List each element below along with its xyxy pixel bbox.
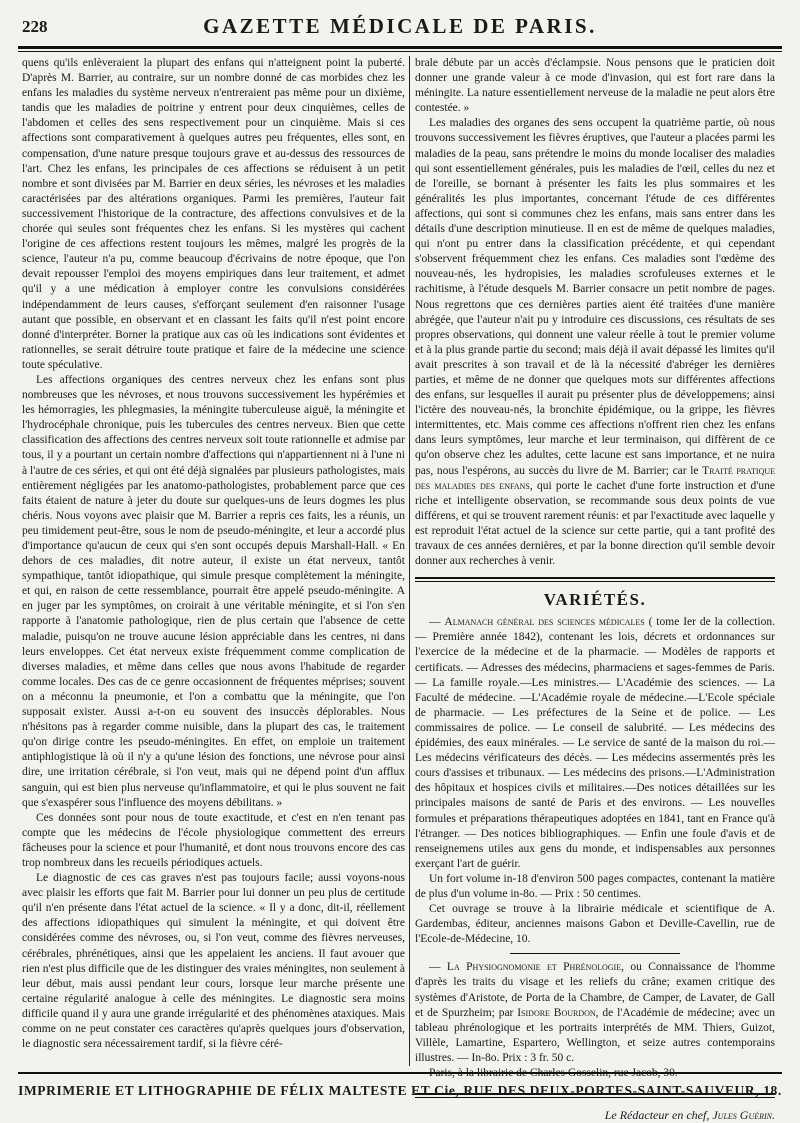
left-paragraph-4: Le diagnostic de ces cas graves n'est pas toujours facile; aussi voyons-nous avec plaisir les efforts que fait M. Barrier pour lui donner un peu plus de certitude qu'il n'en présente dans l'état actuel de la science. « Il y a donc, dit-il, réellement des affections idiopathiques qui simulent la méningite, et qui doivent être considérées comme des névroses, ou, si l'on veut, comme des fièvres nerveuses, cérébrales, phrénétiques, ainsi que les appelaient les anciens. Il faut avouer que rien n'est plus difficile que de les distinguer des vraies méningites, non seulement à leur début, mais aussi pendant leur cours, lorsque leur marche présente une certaine régularité analogue à celle des méningites. Le diagnostic sera moins difficile quand il y aura une grande irrégularité et des phénomènes ataxiques. Mais comme on ne peut constater ces caractères qu'après quelques jours d'observation, le diagnostic sera nécessairement tardif, si la fièvre céré- (22, 872, 405, 1051)
left-paragraph-2: Les affections organiques des centres nerveux chez les enfans sont plus nombreuses que les névroses, et nous trouvons successivement les hypérémies et les hémorragies, les phlegmasies, la méningite tuberculeuse aiguë, la méningite et l'hydrocéphale chronique, puis les tubercules des centres nerveux. Bien que cette classification des affections des centres nerveux soit toute rationnelle et admise par tous, il y a pourtant un certain nombre d'affections qui n'appartiennent ni à l'une ni à l'autre de ces séries, et qui ont été déjà signalées par plusieurs pathologistes, mais entièrement négligées par les anatomo-pathologistes, probablement parce que ces faits étaient de nature à jeter du doute sur quelques-uns de leurs dogmes les plus chéris. Nous voyons avec plaisir que M. Barrier a repris ces faits, les a réunis, un peu timidement peut-être, sous le nom de pseudo-méningite, et leur a accordé plus d'importance qu'aucun de ceux qui s'en sont occupés depuis Marshall-Hall. « En dehors de ces maladies, dit notre auteur, il existe un état nerveux, tantôt sympathique, tantôt idiopathique, qui simule presque complètement la méningite, et qui, en raison de cette ressemblance, pourrait être appelé pseudo-méningite. A en juger par les symptômes, on croirait à une véritable méningite, et si l'on s'en rapporte à l'anatomie pathologique, rien de plus certain que l'absence de cette maladie, puisqu'on ne trouve aucune lésion appréciable dans les centres, ni dans leurs enveloppes. Cet état nerveux existe fréquemment comme complication de diverses maladies, et même dans celles que nous avons l'habitude de regarder comme locales. Des cas de ce genre occasionnent de fréquentes méprises; souvent on a méconnu la pneumonie, et l'on a combattu que la méningite, que l'on supposait exister. Aussi a-t-on eu souvent des insuccès déplorables. Nous n'hésitons pas à regarder comme nuisible, dans la plupart des cas, le traitement qu'on dirige contre les pseudo-méningites. En effet, on emploie un traitement antiphlogistique là où il n'y a qu'une lésion des fonctions, une névrose pour ainsi dire, une irritation cérébrale, si l'on veut, mais qui ne dépend point d'un afflux sanguin, qui est bien plus nerveuse qu'inflammatoire, et qui le plus souvent ne fait que s'exaspérer sous l'influence des moyens débilitans. » (22, 373, 405, 809)
right-paragraph-2 (415, 116, 775, 569)
right-paragraph-1: brale débute par un accès d'éclampsie. Nous pensons que le praticien doit donner une grande valeur à ce mode d'invasion, qui est fort rare dans la méningite. La nature essentiellement nerveuse de la maladie ne peut alors être contestée. » (415, 57, 775, 115)
book-title-small-caps: Traité pratique des maladies des enfans (415, 464, 776, 492)
physio-description-end: , de l'Académie de médecine; avec un tableau phrénologique et les portraits interprétés de MM. Thiers, Guizot, Villèle, Lamartine, Espartero, Wellington, et seize autres contemporains illustres. — In-8o. Prix : 3 fr. 50 c. (415, 1006, 775, 1064)
physio-description: , ou Connaissance de l'homme d'après les traits du visage et les reliefs du crâne; examen critique des systèmes d'Aristote, de Porta de la Chambre, de Camper, de Lavater, de Gall et de Spurzheim; par (415, 961, 775, 1019)
almanach-publisher: Cet ouvrage se trouve à la librairie médicale et scientifique de A. Gardembas, éditeur, anciennes maisons Gabon et Deville-Cavellin, rue de l'Ecole-de-Médecine, 10. (415, 903, 775, 946)
masthead-rule-thin (18, 51, 782, 52)
almanach-entry: — Almanach général des sciences médicales ( tome Ier de la collection.— Première année 1842), contenant les lois, décrets et ordonnances sur l'exercice de la médecine et de la pharmacie. — Modèles de rapports et certificats. — Adresses des médecins, pharmaciens et sages-femmes de Paris. — La famille royale.—Les ministres.— L'Académie des sciences. — La Faculté de médecine. —L'Académie royale de médecine.—L'Ecole spéciale de pharmacie. — Les préfectures de la Seine et de police. — Les commissaires de police. — Le conseil de salubrité. — Les médecins des épidémies, des eaux minérales. — Le service de santé de la maison du roi.— Les médecins vérificateurs des décès. — Les médecins assermentés près les cours d'assises et tribunaux. — Les médecins des prisons.—L'Administration des hôpitaux et hospices civils et militaires.—Des notices détaillées sur les principales maisons de santé de Paris et des environs. — Les nouvelles formules et préparations thérapeutiques adoptées en 1841, tant en France qu'à l'étranger. — Des notices bibliographiques. — Enfin une foule d'avis et de renseignemens utiles aux gens du monde, et indispensables aux personnes exerçant l'art de guérir. (415, 616, 775, 870)
almanach-title: Almanach général des sciences médicales (444, 616, 645, 629)
section-separator-thick (415, 577, 775, 579)
printer-imprint: IMPRIMERIE ET LITHOGRAPHIE DE FÉLIX MALTESTE ET Cie, RUE DES DEUX-PORTES-SAINT-SAUVEUR, 18. (18, 1083, 782, 1098)
right-column (415, 56, 776, 1123)
column-divider (409, 56, 410, 1066)
left-paragraph-3: Ces données sont pour nous de toute exactitude, et c'est en n'en tenant pas compte que les médecins de l'école physiologique commettent des erreurs fâcheuses pour la science et pour l'humanité, et dont nous trouvons encore des cas trop nombreux dans les recueils périodiques actuels. (22, 811, 405, 869)
imprint-rule (18, 1072, 782, 1074)
varietes-title: VARIÉTÉS. (543, 590, 647, 610)
masthead-title: GAZETTE MÉDICALE DE PARIS. (203, 14, 597, 38)
signature-name: Jules Guérin. (712, 1108, 775, 1123)
right-paragraph-2-text: Les maladies des organes des sens occupent la quatrième partie, où nous trouvons successivement les fièvres éruptives, que l'auteur a placées parmi les maladies de la peau, sans prétendre le moins du monde localiser des maladies qui sont essentiellement générales, puis les maladies de l'œil, celles du nez et de l'oreille, se bornant à présenter les faits les plus sommaires et les généralités les plus importantes, concernant l'étude de ces différentes affections, qui sont si communes chez les enfans, mais sans entrer dans les détails d'une description minutieuse. Il en est de même de quelques maladies, qui n'ont pu entrer dans la classification précédente, et qui cependant s'observent fréquemment chez les enfans. Ces maladies sont l'œdème des nouveau-nés, les hydropisies, les maladies scrofuleuses externes et le rachitisme, à l'étude desquels M. Barrier consacre un petit nombre de pages. Nous regrettons que ces dernières parties aient été traitées d'une manière abrégée, que l'auteur n'ait pu y introduire ces discussions, ces résultats de ses propres observations, qui donnent une valeur réelle à tout le premier volume et à la plus grande partie du second; mais déjà il avait dépassé les limites qu'il avait prescrites à son travail et de là la nécessité d'abréger les dernières parties, et même de ne donner que quelques mots sur différentes affections des enfans, sur lesquelles il aurait pu présenter plus de développemens; ainsi l'ictère des nouveau-nés, la bronchite épidémique, ou la grippe, les fièvres intermittentes, etc. Mais comme ces affections n'offrent rien chez les enfans dans leurs symptômes, leur marche et leur terminaison, qui diffèrent de ce qu'on observe chez les adultes, cette lacune est sans importance, et ne nuira pas, nous l'espérons, au succès du livre de M. Barrier; car le (415, 117, 775, 477)
physio-author: Isidore Bourdon (517, 1006, 596, 1019)
physio-title: La Physiognomonie et Phrénologie (446, 961, 622, 974)
physio-entry: — La Physiognomonie et Phrénologie, ou Connaissance de l'homme d'après les traits du visage et les reliefs du crâne; examen critique des systèmes d'Aristote, de Porta de la Chambre, de Camper, de Lavater, de Gall et de Spurzheim; par Isidore Bourdon, de l'Académie de médecine; avec un tableau phrénologique et les portraits interprétés de MM. Thiers, Guizot, Villèle, Lamartine, Espartero, Wellington, et seize autres contemporains illustres. — In-8o. Prix : 3 fr. 50 c. (415, 961, 775, 1064)
physio-publisher: Paris, à la librairie de Charles Gosselin, rue Jacob, 30. (429, 1067, 678, 1079)
entry-separator (510, 953, 680, 954)
almanach-format: Un fort volume in-18 d'environ 500 pages compactes, contenant la matière de plus d'un volume in-8o. — Prix : 50 centimes. (415, 872, 775, 900)
left-column (22, 56, 405, 1071)
almanach-description: ( tome Ier de la collection.— Première année 1842), contenant les lois, décrets et ordonnances sur l'exercice de la médecine et de la pharmacie. — Modèles de rapports et certificats. — Adresses des médecins, pharmaciens et sages-femmes de Paris. — La famille royale.—Les ministres.— L'Académie des sciences. — La Faculté de médecine. —L'Académie royale de médecine.—L'Ecole spéciale de pharmacie. — Les préfectures de la Seine et de police. — Les commissaires de police. — Le conseil de salubrité. — Les médecins des épidémies, des eaux minérales. — Le service de santé de la maison du roi.— Les médecins vérificateurs des décès. — Les médecins assermentés près les cours d'assises et tribunaux. — Les médecins des prisons.—L'Administration des hôpitaux et hospices civils et militaires.—Des notices détaillées sur les principales maisons de santé de Paris et des environs. — Les nouvelles formules et préparations thérapeutiques adoptées en 1841, tant en France qu'à l'étranger. — Des notices bibliographiques. — Enfin une foule d'avis et de renseignemens utiles aux gens du monde, et indispensables aux personnes exerçant l'art de guérir. (415, 616, 775, 870)
left-paragraph-1: quens qu'ils enlèveraient la plupart des enfans qui n'atteignent point la puberté. D'après M. Barrier, au contraire, sur un nombre donné de cas morbides chez les enfans les maladies du système nerveux n'entreraient pas même pour un dixième, tandis que les maladies de poitrine y entrent pour deux cinquièmes, celles de l'abdomen et celles des sens respectivement pour un cinquième. Mais si ces affections sont comparativement à quelques autres peu fréquentes, elles sont, en compensation, d'une nature presque toujours grave et au-dessus des ressources de l'art. Chez les enfans, les principales de ces affections se réduisent à un petit nombre et sont divisées par M. Barrier en deux séries, les névroses et les maladies caractérisées par des altérations organiques. Parmi les premières, l'auteur fait successivement l'historique de la contracture, des affections convulsives et de la chorée qui seules sont fréquentes chez les enfans. Si les mystères qui cachent l'origine de ces affections restent toujours les mêmes, malgré les progrès de la science, l'auteur n'a pu, comme beaucoup d'écrivains de notre époque, que l'on devait repousser l'emploi des moyens empiriques dans leur traitement, et admet qu'il y a une médication à employer contre les convulsions considérées indépendamment de leurs causes, s'efforçant seulement d'en raisonner l'usage autant que possible, en observant et en classant les faits qu'il n'est point encore donné d'interpréter. Borner la pratique aux cas où les indications sont évidentes et rationnelles, se serait détruire toute pratique et faire de la médecine une science toute spéculative. (22, 57, 405, 371)
right-paragraph-2-end: , qui porte le cachet d'une forte instruction et d'une riche et intelligente observation, se recommande sous deux points de vue différens, et qui se trouvent rarement réunis: et par l'exactitude avec laquelle y est reproduit l'état actuel de la science sur cette partie, qui a tant profité des travaux de ces années dernières, et par la bonne direction qu'il semble devoir donner aux recherches à venir. (415, 479, 775, 568)
editor-signature (415, 1108, 775, 1123)
masthead-rule-thick (18, 46, 782, 49)
page-number: 228 (22, 17, 48, 36)
signature-prefix: Le Rédacteur en chef, (604, 1108, 713, 1123)
section-separator-thin (415, 581, 775, 582)
